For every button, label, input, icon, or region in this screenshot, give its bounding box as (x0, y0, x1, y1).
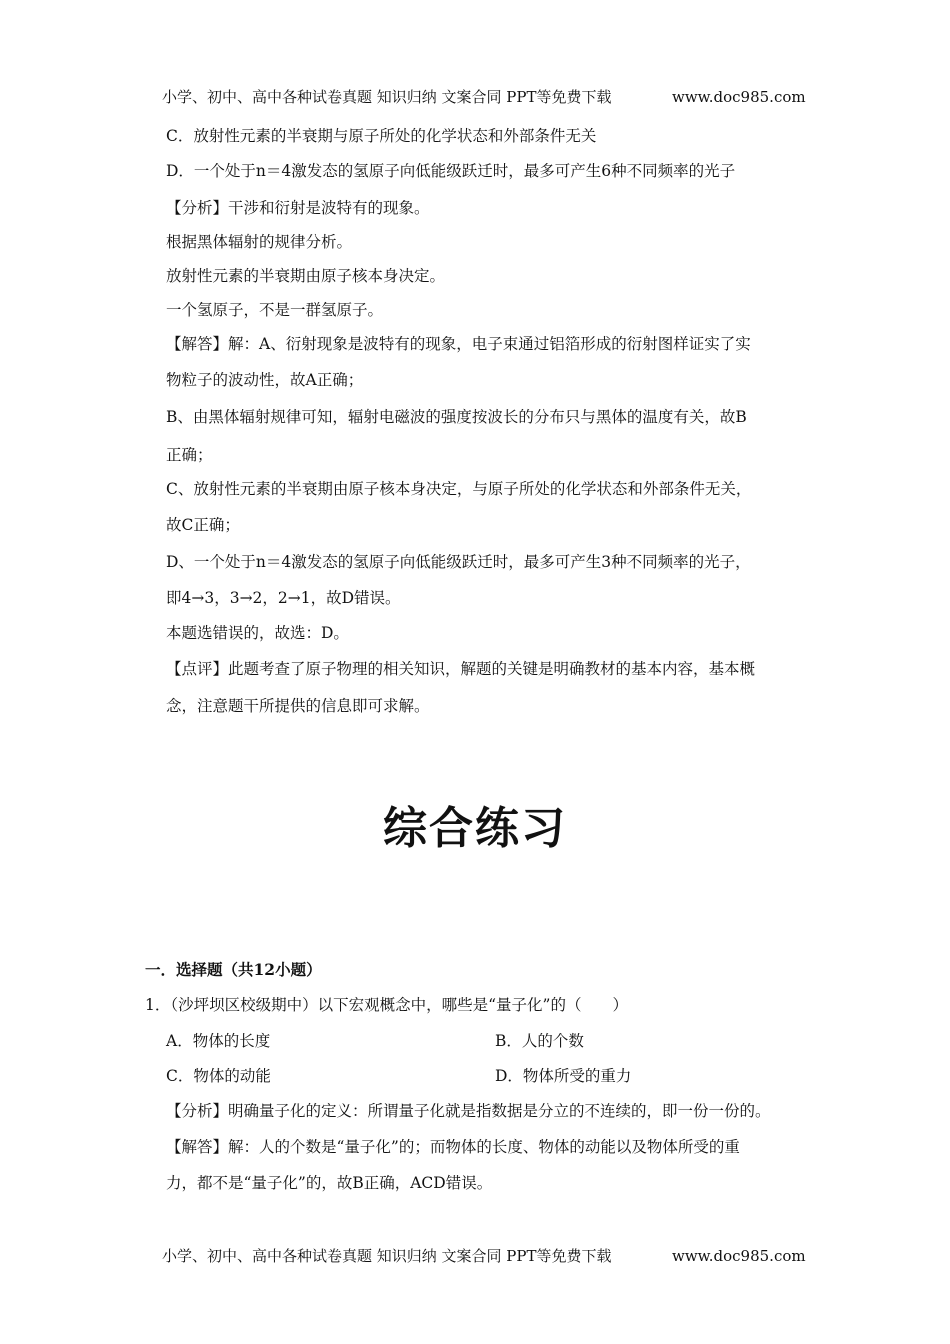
text-line: 【分析】干涉和衍射是波特有的现象。 (166, 199, 430, 217)
text-line: 放射性元素的半衰期由原子核本身决定。 (166, 267, 446, 285)
answer-line: 【解答】解：人的个数是“量子化”的；而物体的长度、物体的动能以及物体所受的重 (166, 1138, 740, 1156)
answer-line: 力，都不是“量子化”的，故B正确，ACD错误。 (166, 1174, 493, 1192)
question-stem: 1．（沙坪坝区校级期中）以下宏观概念中，哪些是“量子化”的（ ） (145, 996, 628, 1014)
text-line: C．放射性元素的半衰期与原子所处的化学状态和外部条件无关 (166, 127, 597, 145)
page-header-text: 小学、初中、高中各种试卷真题 知识归纳 文案合同 PPT等免费下载 (162, 88, 612, 106)
text-line: 念，注意题干所提供的信息即可求解。 (166, 697, 430, 715)
analysis: 【分析】明确量子化的定义：所谓量子化就是指数据是分立的不连续的，即一份一份的。 (166, 1102, 771, 1120)
text-line: 【解答】解：A、衍射现象是波特有的现象，电子束通过铝箔形成的衍射图样证实了实 (166, 335, 751, 353)
option-b: B．人的个数 (495, 1032, 584, 1050)
text-line: B、由黑体辐射规律可知，辐射电磁波的强度按波长的分布只与黑体的温度有关，故B (166, 408, 747, 426)
text-line: D、一个处于n＝4激发态的氢原子向低能级跃迁时，最多可产生3种不同频率的光子， (166, 553, 751, 571)
text-line: 本题选错误的，故选：D。 (166, 624, 349, 642)
text-line: C、放射性元素的半衰期由原子核本身决定，与原子所处的化学状态和外部条件无关， (166, 480, 752, 498)
page-header-url: www.doc985.com (672, 88, 806, 106)
text-line: 物粒子的波动性，故A正确； (166, 371, 364, 389)
text-line: 根据黑体辐射的规律分析。 (166, 233, 353, 251)
text-line: 【点评】此题考查了原子物理的相关知识，解题的关键是明确教材的基本内容，基本概 (166, 660, 756, 678)
page-footer-url: www.doc985.com (672, 1247, 806, 1265)
section-heading: 一．选择题（共12小题） (145, 960, 322, 979)
option-c: C．物体的动能 (166, 1067, 271, 1085)
text-line: 故C正确； (166, 516, 240, 534)
option-d: D．物体所受的重力 (495, 1067, 632, 1085)
text-line: 一个氢原子，不是一群氢原子。 (166, 301, 384, 319)
option-a: A．物体的长度 (166, 1032, 271, 1050)
section-title: 综合练习 (383, 803, 567, 854)
text-line: 即4→3，3→2，2→1，故D错误。 (166, 589, 401, 607)
text-line: 正确； (166, 446, 213, 464)
text-line: D．一个处于n＝4激发态的氢原子向低能级跃迁时，最多可产生6种不同频率的光子 (166, 162, 736, 180)
page-footer-text: 小学、初中、高中各种试卷真题 知识归纳 文案合同 PPT等免费下载 (162, 1247, 612, 1265)
